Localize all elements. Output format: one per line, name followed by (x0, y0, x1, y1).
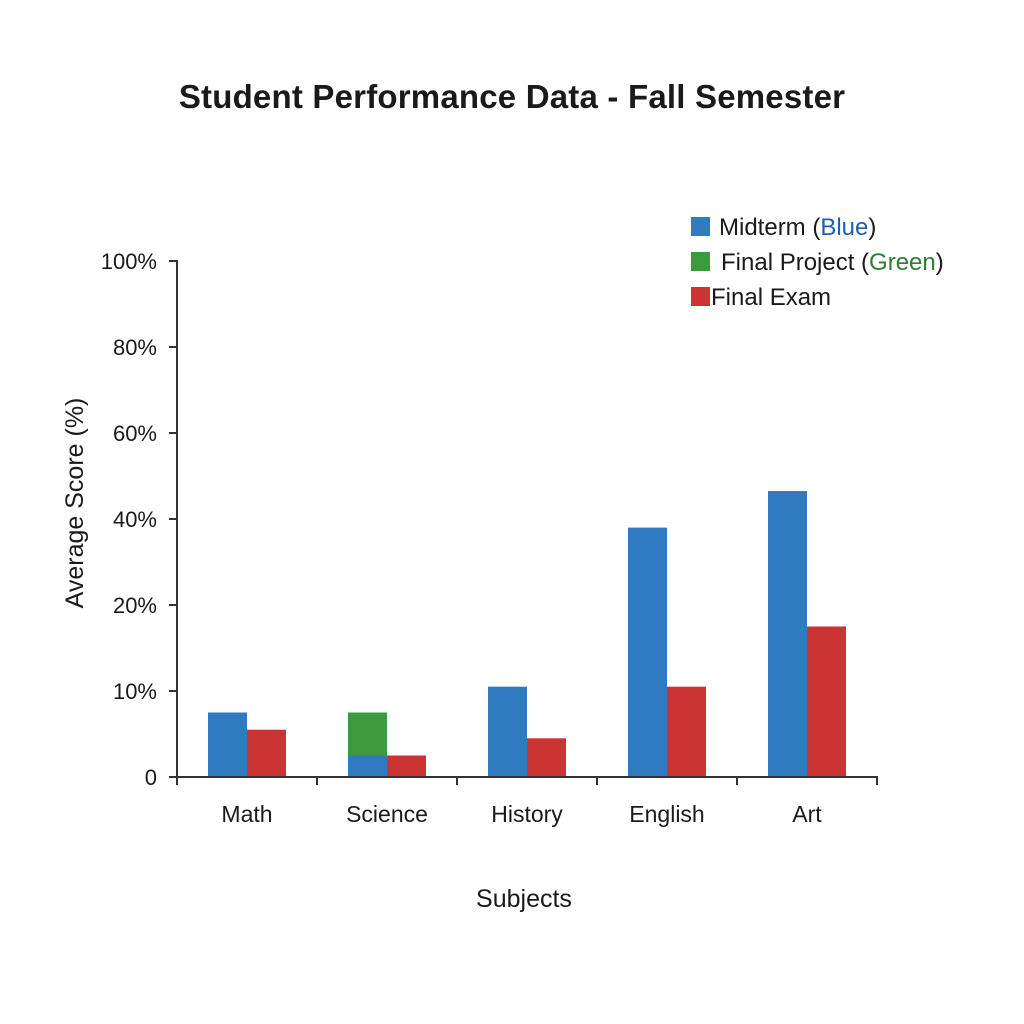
bar-final-exam-science (387, 756, 426, 778)
legend-entry (711, 284, 831, 311)
y-tick-label: 20% (112, 593, 157, 618)
bar-midterm-english (628, 528, 667, 777)
y-tick-label: 100% (100, 249, 157, 274)
y-tick-label: 40% (112, 507, 157, 532)
legend-entry (721, 249, 944, 276)
legend-swatch (691, 217, 710, 236)
x-category-label: History (491, 801, 563, 827)
y-tick-label: 10% (112, 679, 157, 704)
x-category-label: Math (221, 801, 273, 827)
x-axis-title: Subjects (476, 885, 572, 913)
y-tick-label: 80% (112, 335, 157, 360)
bar-midterm-math (208, 713, 247, 778)
x-axis-ticks (177, 777, 877, 827)
bar-final-project-science (348, 713, 387, 756)
legend-label: Final Project ( (721, 249, 870, 276)
bar-final-exam-history (527, 738, 566, 777)
y-axis-ticks (101, 249, 177, 790)
legend-swatch (691, 287, 710, 306)
legend-color-word: Green (869, 249, 936, 276)
legend-label: Midterm ( (719, 214, 821, 241)
y-tick-label: 0 (144, 765, 157, 790)
bar-final-exam-math (247, 730, 286, 777)
bar-final-exam-english (667, 687, 706, 777)
legend-label: Final Exam (711, 284, 832, 311)
bar-final-exam-art (807, 627, 846, 778)
bar-midterm-history (488, 687, 527, 777)
legend-label-suffix: ) (935, 249, 944, 276)
legend-swatch (691, 252, 710, 271)
bar-midterm-art (768, 491, 807, 777)
y-axis-title: Average Score (%) (61, 397, 89, 609)
x-category-label: English (629, 801, 705, 827)
legend-entry (719, 214, 876, 241)
bar-midterm-science (348, 756, 387, 778)
x-category-label: Science (346, 801, 428, 827)
chart-title: Student Performance Data - Fall Semester (178, 78, 846, 115)
x-category-label: Art (792, 801, 822, 827)
bars (208, 491, 846, 777)
y-tick-label: 60% (112, 421, 157, 446)
legend (691, 214, 944, 311)
legend-color-word: Blue (820, 214, 869, 241)
legend-label-suffix: ) (868, 214, 877, 241)
